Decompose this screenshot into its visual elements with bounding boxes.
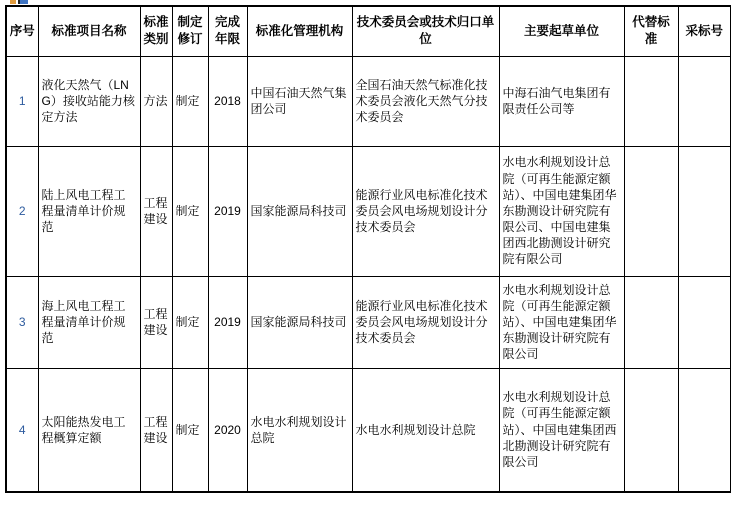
cell-project-name: 太阳能热发电工程概算定额 (38, 368, 140, 492)
cell-formulate-revise: 制定 (172, 56, 208, 146)
table-row (6, 276, 731, 368)
table-header-row (6, 6, 731, 56)
cell-formulate-revise: 制定 (172, 368, 208, 492)
cell-replaced-standard (624, 146, 678, 276)
col-header-project-name: 标准项目名称 (38, 6, 140, 56)
col-header-serial: 序号 (6, 6, 38, 56)
cell-management-org: 中国石油天然气集团公司 (247, 56, 352, 146)
standards-plan-table (5, 5, 731, 493)
cell-serial: 4 (6, 368, 38, 492)
cell-tech-committee: 水电水利规划设计总院 (352, 368, 499, 492)
cell-category: 工程建设 (140, 368, 172, 492)
cell-category: 方法 (140, 56, 172, 146)
cell-tech-committee: 能源行业风电标准化技术委员会风电场规划设计分技术委员会 (352, 146, 499, 276)
cell-completion-year: 2019 (208, 276, 247, 368)
cell-replaced-standard (624, 56, 678, 146)
cell-replaced-standard (624, 276, 678, 368)
cell-category: 工程建设 (140, 276, 172, 368)
cell-serial: 3 (6, 276, 38, 368)
cell-management-org: 国家能源局科技司 (247, 146, 352, 276)
col-header-management-org: 标准化管理机构 (247, 6, 352, 56)
cell-category: 工程建设 (140, 146, 172, 276)
col-header-completion-year: 完成年限 (208, 6, 247, 56)
cell-serial: 1 (6, 56, 38, 146)
cell-project-name: 液化天然气（LNG）接收站能力核定方法 (38, 56, 140, 146)
table-row (6, 368, 731, 492)
cell-adoption-number (678, 146, 731, 276)
cell-adoption-number (678, 56, 731, 146)
col-header-tech-committee: 技术委员会或技术归口单位 (352, 6, 499, 56)
cell-formulate-revise: 制定 (172, 276, 208, 368)
cell-completion-year: 2019 (208, 146, 247, 276)
cutoff-fragment-blue (18, 0, 28, 4)
cell-tech-committee: 能源行业风电标准化技术委员会风电场规划设计分技术委员会 (352, 276, 499, 368)
table-row (6, 56, 731, 146)
cell-drafting-unit: 水电水利规划设计总院（可再生能源定额站）、中国电建集团华东勘测设计研究院有限公司 (499, 276, 624, 368)
cell-tech-committee: 全国石油天然气标准化技术委员会液化天然气分技术委员会 (352, 56, 499, 146)
col-header-category: 标准类别 (140, 6, 172, 56)
cell-drafting-unit: 水电水利规划设计总院（可再生能源定额站）、中国电建集团华东勘测设计研究院有限公司、中国电建集团西北勘测设计研究院有限公司 (499, 146, 624, 276)
cell-completion-year: 2020 (208, 368, 247, 492)
cell-project-name: 陆上风电工程工程量清单计价规范 (38, 146, 140, 276)
col-header-adoption-number: 采标号 (678, 6, 731, 56)
cell-completion-year: 2018 (208, 56, 247, 146)
cell-drafting-unit: 中海石油气电集团有限责任公司等 (499, 56, 624, 146)
col-header-replaced-standard: 代替标准 (624, 6, 678, 56)
cell-management-org: 国家能源局科技司 (247, 276, 352, 368)
col-header-formulate-revise: 制定修订 (172, 6, 208, 56)
cell-adoption-number (678, 368, 731, 492)
table-row (6, 146, 731, 276)
cell-management-org: 水电水利规划设计总院 (247, 368, 352, 492)
cell-project-name: 海上风电工程工程量清单计价规范 (38, 276, 140, 368)
cell-drafting-unit: 水电水利规划设计总院（可再生能源定额站）、中国电建集团西北勘测设计研究院有限公司 (499, 368, 624, 492)
cell-replaced-standard (624, 368, 678, 492)
cell-adoption-number (678, 276, 731, 368)
cutoff-fragment-orange (10, 0, 16, 4)
cell-serial: 2 (6, 146, 38, 276)
cell-formulate-revise: 制定 (172, 146, 208, 276)
col-header-drafting-unit: 主要起草单位 (499, 6, 624, 56)
cutoff-text-fragment (10, 0, 28, 4)
